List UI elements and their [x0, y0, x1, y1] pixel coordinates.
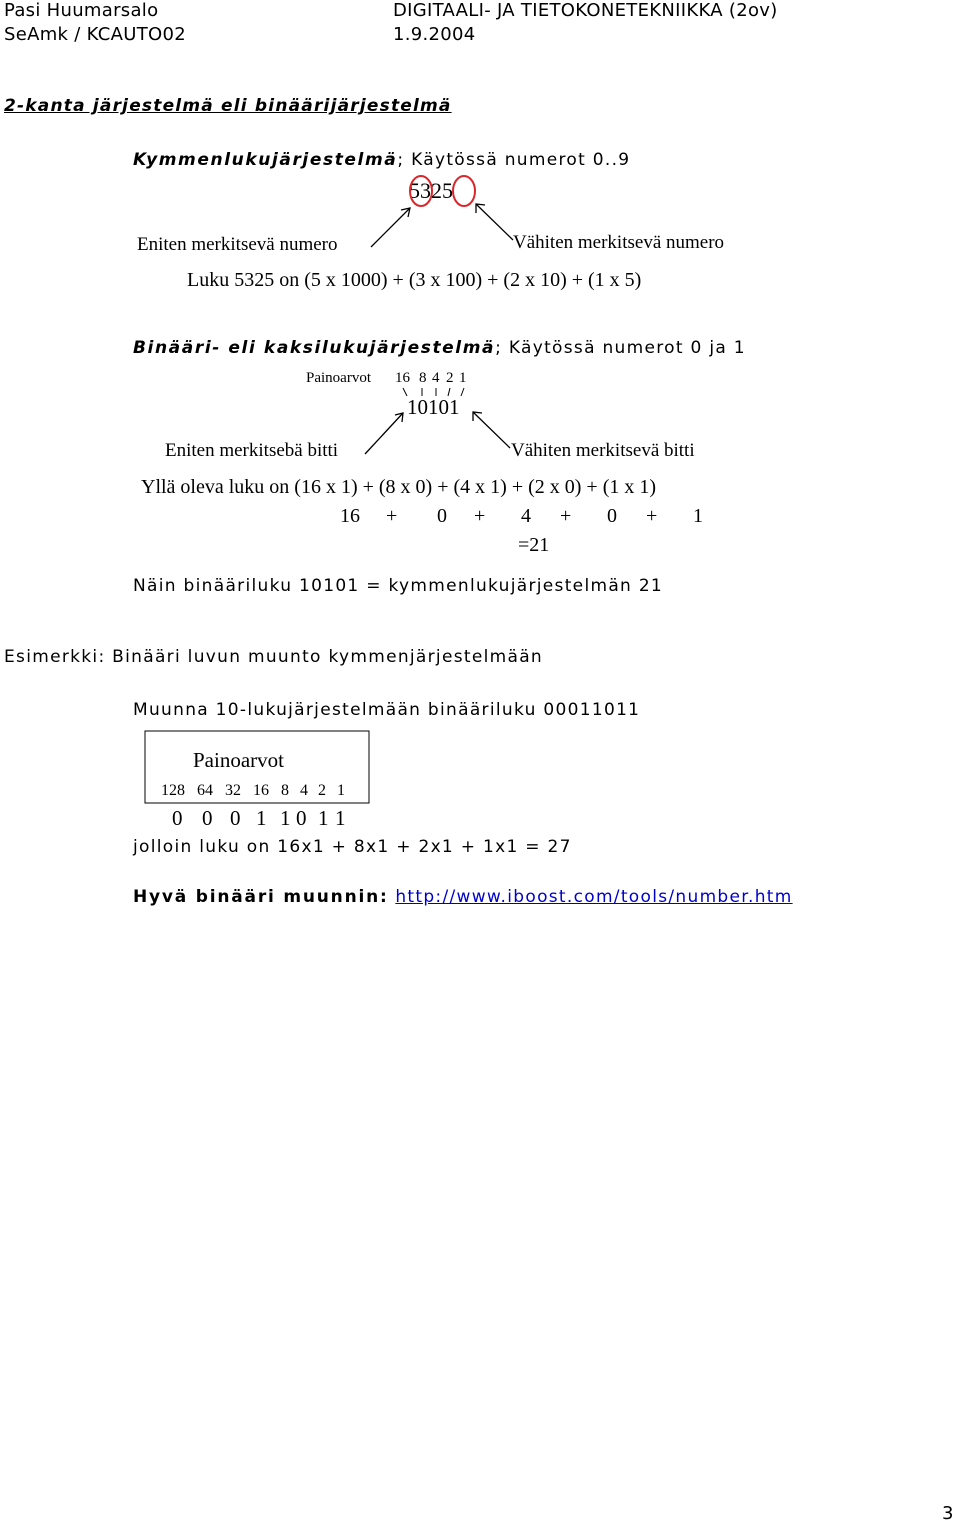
example-figure-svg [133, 728, 378, 832]
converter-link[interactable]: http://www.iboost.com/tools/number.htm [395, 887, 793, 907]
left-arrow-line [365, 413, 403, 454]
binary-weight-8: 8 [419, 370, 427, 386]
left-arrow-line [371, 208, 410, 247]
binary-conclusion: Näin binääriluku 10101 = kymmenlukujärjestelmän 21 [133, 576, 664, 596]
example-weight-32: 32 [225, 782, 241, 799]
binary-heading [133, 338, 746, 358]
example-weight-4: 4 [300, 782, 308, 799]
header-course: DIGITAALI- JA TIETOKONETEKNIIKKA (2ov) [393, 0, 778, 21]
decimal-left-label: Eniten merkitsevä numero [137, 234, 338, 255]
converter-line [133, 887, 793, 907]
page-number: 3 [942, 1503, 954, 1524]
example-weight-1: 1 [337, 782, 345, 799]
example-bit: 1 [256, 806, 267, 830]
binary-term-0: 0 [607, 505, 617, 527]
example-bit: 0 [230, 806, 241, 830]
binary-term-4: 4 [521, 505, 531, 527]
binary-formula: Yllä oleva luku on (16 x 1) + (8 x 0) + (4 x 1) + (2 x 0) + (1 x 1) [141, 476, 657, 498]
decimal-formula: Luku 5325 on (5 x 1000) + (3 x 100) + (2 x 10) + (1 x 5) [187, 269, 642, 291]
example-bit: 0 [172, 806, 183, 830]
example-bit: 0 [202, 806, 213, 830]
example-weight-2: 2 [318, 782, 326, 799]
example-weights-label: Painoarvot [193, 748, 284, 772]
binary-term-1: 1 [693, 505, 703, 527]
binary-weights-label: Painoarvot [306, 370, 371, 386]
example-weight-128: 128 [161, 782, 185, 799]
binary-weight-2: 2 [446, 370, 454, 386]
binary-term-plus: + [386, 505, 398, 527]
example-figure [133, 728, 378, 832]
binary-term-0: 0 [437, 505, 447, 527]
weight-tick [461, 388, 464, 396]
binary-weight-16: 16 [395, 370, 410, 386]
binary-rest: ; Käytössä numerot 0 ja 1 [495, 338, 746, 358]
header-date: 1.9.2004 [393, 24, 476, 45]
decimal-term: Kymmenlukujärjestelmä [133, 150, 398, 170]
binary-term-plus: + [474, 505, 486, 527]
section-title: 2-kanta järjestelmä eli binäärijärjestelmä [4, 96, 452, 116]
binary-term-16: 16 [340, 505, 360, 527]
converter-label: Hyvä binääri muunnin: [133, 887, 389, 907]
binary-weight-4: 4 [432, 370, 440, 386]
example-bit: 1 [318, 806, 329, 830]
example-bit: 0 [296, 806, 307, 830]
header-author: Pasi Huumarsalo [4, 0, 159, 21]
example-weight-16: 16 [253, 782, 269, 799]
example-weight-64: 64 [197, 782, 213, 799]
example-weight-8: 8 [281, 782, 289, 799]
binary-term-plus: + [646, 505, 658, 527]
right-arrow-line [473, 412, 510, 448]
binary-figure [133, 362, 748, 572]
decimal-figure-svg [133, 170, 763, 310]
binary-right-label: Vähiten merkitsevä bitti [511, 440, 695, 461]
right-arrow-line [476, 204, 513, 240]
example-heading: Esimerkki: Binääri luvun muunto kymmenjärjestelmään [4, 647, 543, 667]
header-org: SeAmk / KCAUTO02 [4, 24, 187, 45]
binary-left-label: Eniten merkitsebä bitti [165, 440, 339, 461]
example-result: jolloin luku on 16x1 + 8x1 + 2x1 + 1x1 = 27 [133, 837, 572, 857]
binary-result: =21 [518, 534, 550, 556]
lsd-circle [453, 176, 475, 206]
binary-figure-svg [133, 362, 748, 572]
decimal-figure [133, 170, 763, 310]
binary-term-plus: + [560, 505, 572, 527]
decimal-right-label: Vähiten merkitsevä numero [513, 232, 725, 253]
example-bit: 1 [280, 806, 291, 830]
decimal-number: 5325 [409, 178, 453, 203]
example-bit: 1 [335, 806, 346, 830]
decimal-rest: ; Käytössä numerot 0..9 [397, 150, 631, 170]
binary-number: 10101 [407, 395, 460, 419]
binary-weight-1: 1 [459, 370, 467, 386]
binary-term: Binääri- eli kaksilukujärjestelmä [133, 338, 496, 358]
decimal-heading [133, 150, 630, 170]
example-task: Muunna 10-lukujärjestelmään binääriluku 00011011 [133, 700, 641, 720]
